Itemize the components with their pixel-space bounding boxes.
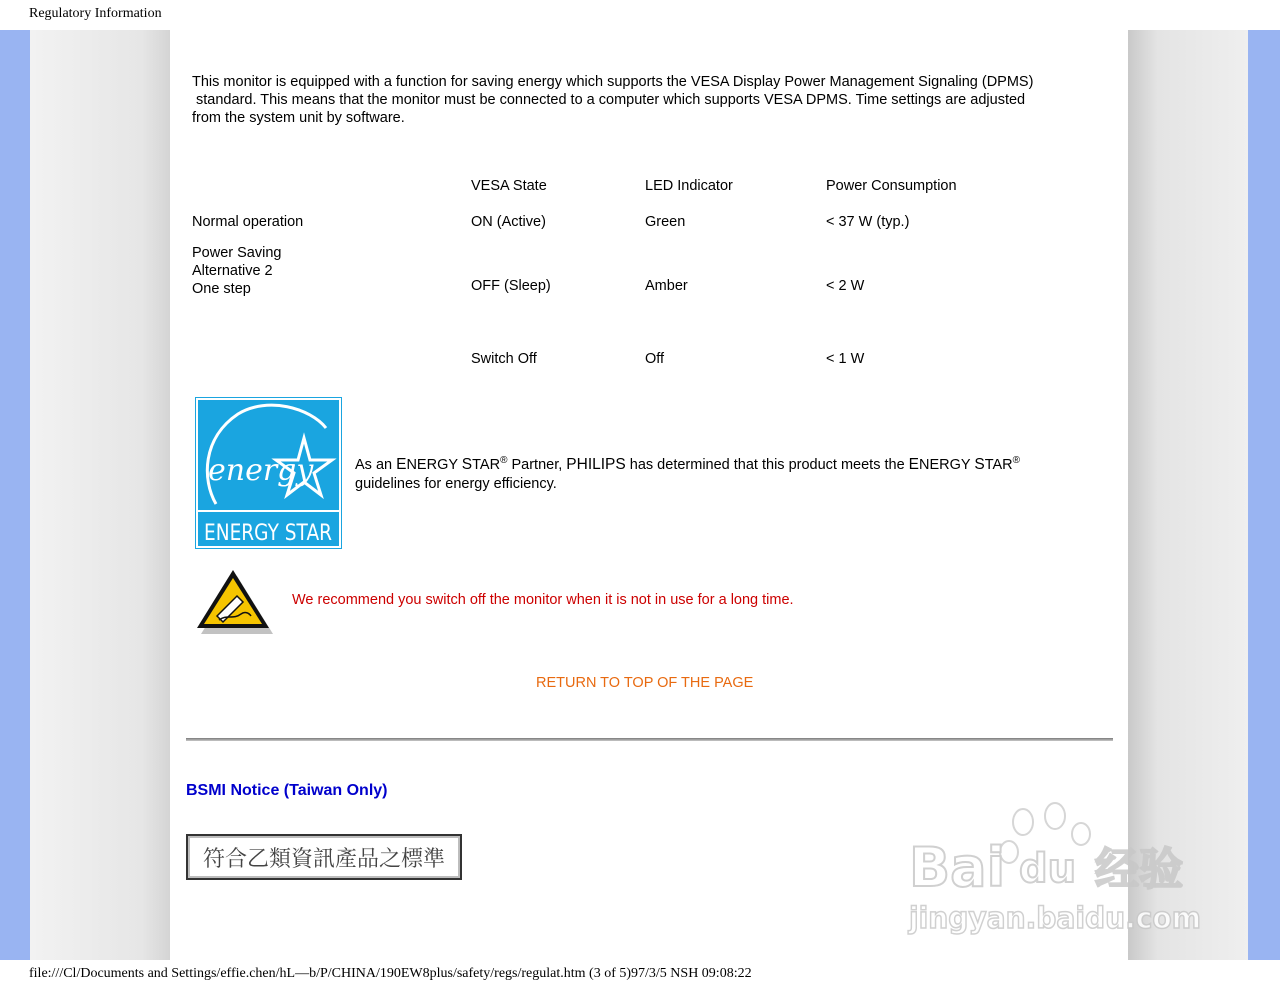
- es-company-name: PHILIPS: [566, 456, 626, 473]
- intro-line-3: from the system unit by software.: [192, 110, 405, 126]
- header-power-consumption: Power Consumption: [826, 178, 957, 194]
- row-saving-mode-line-1: Power Saving: [192, 245, 282, 261]
- es-brand-e: E: [396, 456, 407, 473]
- es-registered-mark-2: ®: [1012, 455, 1020, 466]
- power-off-recommendation: We recommend you switch off the monitor when it is not in use for a long time.: [292, 592, 794, 608]
- row-saving-mode-line-2: Alternative 2: [192, 263, 273, 279]
- watermark-brand-du: du: [1019, 846, 1077, 892]
- bsmi-notice-box: [186, 834, 462, 880]
- energy-script-text: energy: [208, 453, 314, 488]
- row-saving-mode-line-3: One step: [192, 281, 251, 297]
- watermark-brand-cn: 经验: [1095, 844, 1183, 895]
- row-off-led: Off: [645, 351, 665, 367]
- row-saving-led: Amber: [645, 278, 688, 294]
- row-saving-power: < 2 W: [826, 278, 865, 294]
- es-brand-e-2: E: [908, 456, 919, 473]
- energy-star-logo: [196, 398, 341, 548]
- bsmi-notice-heading: BSMI Notice (Taiwan Only): [186, 782, 388, 799]
- section-divider: [186, 738, 1113, 741]
- print-header-title: Regulatory Information: [29, 6, 162, 21]
- es-text-determined: has determined that this product meets the: [625, 457, 909, 473]
- es-registered-mark: ®: [500, 455, 508, 466]
- es-text-partner: Partner,: [507, 457, 567, 473]
- row-normal-led: Green: [645, 214, 686, 230]
- return-to-top-link[interactable]: RETURN TO TOP OF THE PAGE: [536, 675, 754, 691]
- row-normal-power: < 37 W (typ.): [826, 214, 910, 230]
- left-gutter: [30, 30, 170, 960]
- watermark-domain: jingyan.baidu.com: [908, 901, 1201, 935]
- es-brand-nergy: NERGY: [406, 457, 462, 473]
- es-text-guidelines: guidelines for energy efficiency.: [355, 476, 557, 492]
- row-normal-mode: Normal operation: [192, 214, 304, 230]
- intro-line-2: standard. This means that the monitor must be connected to a computer which supports VESA DPMS. Time settings are adjusted: [192, 92, 1026, 108]
- print-footer-path: file:///Cl/Documents and Settings/effie.chen/hL—b/P/CHINA/190EW8plus/safety/regs/regulat.htm (3 of 5)97/3/5 NSH 09:08:22: [29, 966, 752, 981]
- baidu-watermark: [905, 800, 1205, 940]
- es-brand-s: S: [461, 456, 473, 473]
- row-normal-state: ON (Active): [471, 214, 546, 230]
- es-brand-tar: TAR: [472, 457, 501, 473]
- es-text-as-an: As an: [355, 457, 397, 473]
- watermark-brand: Bai: [909, 836, 1006, 899]
- intro-line-1: This monitor is equipped with a function for saving energy which supports the VESA Display Power Management Signaling (DPMS): [192, 74, 1034, 90]
- caution-note-icon: [193, 566, 275, 636]
- es-brand-tar-2: TAR: [984, 457, 1013, 473]
- energy-star-label: ENERGY STAR: [204, 521, 332, 546]
- row-off-power: < 1 W: [826, 351, 865, 367]
- header-vesa-state: VESA State: [471, 178, 547, 194]
- row-off-state: Switch Off: [471, 351, 537, 367]
- es-brand-s-2: S: [974, 456, 985, 473]
- es-brand-nergy-2: NERGY: [919, 457, 975, 473]
- energy-star-statement: [355, 455, 1115, 494]
- bsmi-notice-text: 符合乙類資訊產品之標準: [202, 846, 445, 872]
- row-saving-state: OFF (Sleep): [471, 278, 551, 294]
- dpms-intro-paragraph: [192, 73, 1092, 127]
- energy-star-icon: [198, 400, 339, 546]
- header-led-indicator: LED Indicator: [645, 178, 733, 194]
